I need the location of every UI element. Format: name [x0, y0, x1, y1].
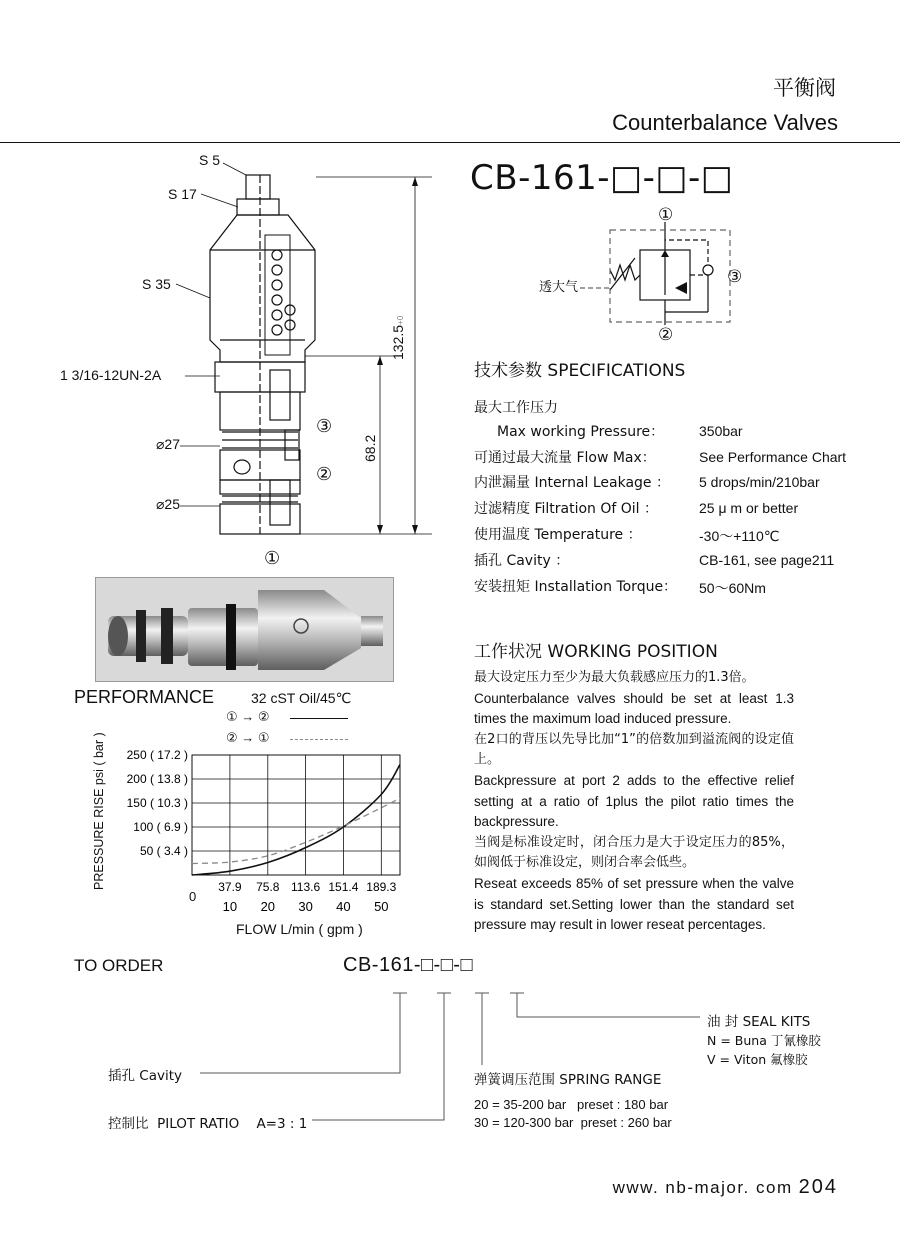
x-tick-top-label: 37.9	[218, 880, 242, 894]
port-3-label: ③	[316, 416, 333, 436]
order-model-code: CB-161-□-□-□	[343, 954, 474, 976]
symbol-port-3: ③	[727, 267, 743, 286]
spring-range-title: 弹簧调压范围 SPRING RANGE	[474, 1072, 662, 1088]
legend-1-line	[290, 718, 348, 719]
legend-2-label: ② → ①	[226, 730, 270, 745]
chart-series	[192, 765, 400, 875]
performance-chart	[90, 745, 430, 945]
spec-label-filtration: 过滤精度 Filtration Of Oil ：	[474, 501, 659, 517]
spec-value-max-pressure: 350bar	[699, 423, 743, 439]
product-photo	[95, 577, 394, 682]
y-tick-label: 50 ( 3.4 )	[139, 844, 188, 858]
x-tick-bottom-label: 20	[260, 899, 276, 914]
chart-grid	[192, 755, 400, 875]
port-1-label: ①	[264, 548, 281, 568]
seal-kits-title: 油 封 SEAL KITS	[707, 1014, 811, 1030]
performance-title: PERFORMANCE	[74, 687, 215, 707]
order-cavity-label: 插孔 Cavity	[108, 1068, 183, 1084]
y-tick-label: 200 ( 13.8 )	[126, 772, 188, 786]
spec-label-cavity: 插孔 Cavity ：	[474, 553, 570, 569]
hex-s35-label: S 35	[142, 276, 171, 292]
cross-section-drawing	[60, 150, 440, 570]
y-tick-label: 250 ( 17.2 )	[126, 748, 188, 762]
x-tick-top-label: 75.8	[256, 880, 280, 894]
page-number: 204	[798, 1176, 838, 1198]
spec-label-max-pressure: Max working Pressure：	[497, 424, 665, 440]
x-tick-bottom-label: 30	[298, 899, 313, 914]
spring-range-20: 20 = 35-200 bar preset : 180 bar	[474, 1097, 669, 1112]
spec-value-cavity: CB-161, see page211	[699, 552, 835, 568]
length-total-tolerance: +0	[396, 315, 405, 325]
header-title-en: Counterbalance Valves	[612, 110, 838, 135]
chart-ticks	[127, 748, 397, 914]
spec-value-flow: See Performance Chart	[699, 449, 847, 465]
length-total-value: 132.5	[390, 324, 406, 360]
diameter-27-label: ⌀27	[156, 436, 181, 452]
chart-y-label: PRESSURE RISE psi ( bar )	[92, 732, 106, 890]
seal-kits-buna: N = Buna 丁氰橡胶	[707, 1033, 821, 1048]
footer-url: www. nb-major. com	[612, 1178, 793, 1197]
x-tick-bottom-label: 10	[222, 899, 238, 914]
performance-oil-label: 32 cST Oil/45℃	[251, 690, 352, 706]
x-tick-bottom-label: 40	[336, 899, 351, 914]
x-tick-top-label: 151.4	[328, 880, 359, 894]
pilot-ratio-label: 控制比 PILOT RATIO A=3 : 1	[108, 1116, 308, 1132]
series-line-2	[192, 798, 400, 863]
working-para-2: Counterbalance valves should be set at least 1.3 times the maximum load induced pressure.	[474, 690, 794, 727]
symbol-vent-label: 透大气	[539, 280, 579, 295]
spec-label-temperature: 使用温度 Temperature ：	[474, 527, 642, 543]
hex-s17-label: S 17	[168, 186, 197, 202]
hex-s5-label: S 5	[199, 152, 221, 168]
spec-value-filtration: 25 μ m or better	[699, 500, 799, 516]
spec-value-temperature: -30～+110℃	[699, 528, 780, 544]
chart-origin-label: 0	[189, 889, 197, 904]
header-title-cn: 平衡阀	[773, 76, 836, 100]
spec-max-pressure-cn: 最大工作压力	[474, 400, 558, 416]
working-para-3: 在2口的背压以先导比加“1”的倍数加到溢流阀的设定值上。	[474, 731, 794, 768]
working-para-5: 当阀是标准设定时，闭合压力是大于设定压力的85%，如阀低于标准设定，则闭合率会低些。	[474, 834, 794, 871]
footer	[613, 1176, 838, 1199]
legend-2-line	[290, 739, 348, 740]
length-68-label: 68.2	[362, 434, 378, 462]
symbol-port-2: ②	[658, 325, 674, 344]
spec-value-leakage: 5 drops/min/210bar	[699, 474, 820, 490]
header-divider	[0, 142, 900, 143]
spec-label-flow: 可通过最大流量 Flow Max：	[474, 450, 656, 466]
working-para-4: Backpressure at port 2 adds to the effective relief setting at a ratio of 1plus the pilot ratio times the backpressure.	[474, 772, 794, 830]
x-tick-bottom-label: 50	[374, 899, 389, 914]
port-2-label: ②	[316, 464, 333, 484]
order-title: TO ORDER	[74, 956, 164, 975]
series-line-1	[192, 765, 400, 875]
chart-frame	[192, 755, 400, 875]
working-title: 工作状况 WORKING POSITION	[474, 642, 718, 662]
chart-x-label: FLOW L/min ( gpm )	[236, 921, 363, 937]
y-tick-label: 100 ( 6.9 )	[133, 820, 188, 834]
cartridge-photo-illustration	[96, 578, 393, 681]
symbol-port-1: ①	[658, 205, 674, 224]
y-tick-label: 150 ( 10.3 )	[126, 796, 188, 810]
spec-label-leakage: 内泄漏量 Internal Leakage ：	[474, 475, 670, 491]
seal-kits-viton: V = Viton 氟橡胶	[707, 1052, 808, 1067]
spring-range-30: 30 = 120-300 bar preset : 260 bar	[474, 1115, 672, 1130]
working-para-1: 最大设定压力至少为最大负载感应压力的1.3倍。	[474, 670, 755, 685]
model-code: CB-161-□-□-□	[470, 158, 734, 198]
specs-title: 技术参数 SPECIFICATIONS	[474, 361, 686, 381]
spec-label-torque: 安装扭矩 Installation Torque：	[474, 579, 678, 595]
working-text	[474, 668, 794, 936]
diameter-25-label: ⌀25	[156, 496, 181, 512]
legend-1-label: ① → ②	[226, 709, 270, 724]
x-tick-top-label: 189.3	[366, 880, 397, 894]
spec-value-torque: 50～60Nm	[699, 580, 766, 596]
thread-label: 1 3/16-12UN-2A	[60, 367, 162, 383]
working-para-6: Reseat exceeds 85% of set pressure when the valve is standard set.Setting lower than the standard set pressure may result in lower reseat percentages.	[474, 875, 794, 933]
length-total-label	[390, 316, 406, 360]
x-tick-top-label: 113.6	[291, 880, 321, 894]
